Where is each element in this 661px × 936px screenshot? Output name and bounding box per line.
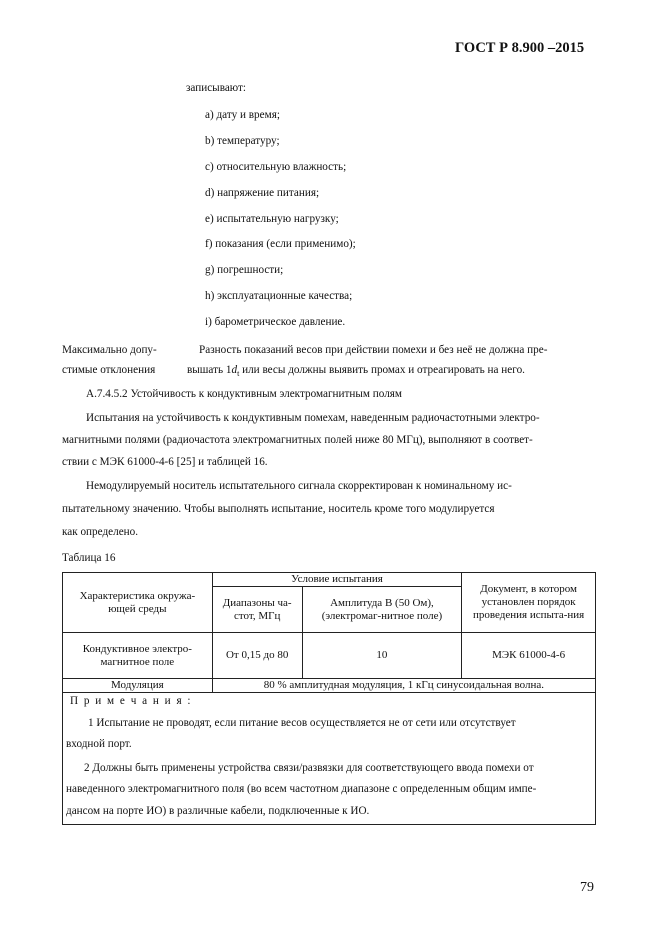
note-line: наведенного электромагнитного поля (во всем частотном диапазоне с определенным общим импе-: [66, 783, 537, 795]
paragraph-line: Испытания на устойчивость к кондуктивным помехам, наведенным радиочастотными электро-: [86, 412, 540, 424]
page-number: 79: [580, 880, 594, 895]
table-caption: Таблица 16: [62, 552, 116, 564]
paragraph-line: Немодулируемый носитель испытательного сигнала скорректирован к номинальному ис-: [86, 480, 512, 492]
list-item: f) показания (если применимо);: [205, 238, 356, 250]
table-16: [62, 572, 596, 693]
cell-document: МЭК 61000-4-6: [462, 633, 596, 679]
cell-frequency: От 0,15 до 80: [212, 633, 302, 679]
paragraph-line: как определено.: [62, 526, 139, 538]
max-deviation-label: Максимально допу-: [62, 344, 157, 356]
cell-modulation-label: Модуляция: [63, 679, 213, 693]
col-header-document: Документ, в котором установлен порядок проведения испыта-ния: [462, 573, 596, 633]
list-item: g) погрешности;: [205, 264, 284, 276]
note-line: дансом на порте ИО) в различные кабели, подключенные к ИО.: [66, 805, 370, 817]
col-header-frequency: Диапазоны ча-стот, МГц: [212, 587, 302, 633]
section-title: А.7.4.5.2 Устойчивость к кондуктивным электромагнитным полям: [86, 388, 403, 400]
paragraph-line: пытательному значению. Чтобы выполнять испытание, носитель кроме того модулируется: [62, 503, 495, 515]
intro-text: записывают:: [186, 82, 247, 94]
cell-modulation-value: 80 % амплитудная модуляция, 1 кГц синусоидальная волна.: [212, 679, 595, 693]
paragraph-line: магнитными полями (радиочастота электромагнитных полей ниже 80 МГц), выполняют в соответ-: [62, 434, 533, 446]
list-item: b) температуру;: [205, 135, 280, 147]
col-header-amplitude: Амплитуда В (50 Ом), (электромаг-нитное поле): [302, 587, 462, 633]
max-deviation-text: Разность показаний весов при действии помехи и без неё не должна пре-: [199, 344, 548, 356]
cell-amplitude: 10: [302, 633, 462, 679]
list-item: i) барометрическое давление.: [205, 316, 346, 328]
max-deviation-label: стимые отклонения: [62, 364, 156, 376]
list-item: c) относительную влажность;: [205, 161, 347, 173]
max-deviation-text: вышать $1d_t$ или весы должны выявить промах и отреагировать на него.: [187, 364, 525, 379]
note-line: входной порт.: [66, 738, 132, 750]
cell-environment: Кондуктивное электро-магнитное поле: [63, 633, 213, 679]
col-header-environment: Характеристика окружа-ющей среды: [63, 573, 213, 633]
note-line: 2 Должны быть применены устройства связи/развязки для соответствующего ввода помехи от: [84, 762, 534, 774]
paragraph-line: ствии с МЭК 61000-4-6 [25] и таблицей 16.: [62, 456, 268, 468]
note-line: 1 Испытание не проводят, если питание весов осуществляется не от сети или отсутствует: [88, 717, 516, 729]
list-item: a) дату и время;: [205, 109, 280, 121]
list-item: h) эксплуатационные качества;: [205, 290, 353, 302]
list-item: d) напряжение питания;: [205, 187, 320, 199]
list-item: e) испытательную нагрузку;: [205, 213, 339, 225]
notes-title: П р и м е ч а н и я :: [70, 695, 192, 707]
group-header-test-condition: Условие испытания: [212, 573, 462, 587]
document-id: ГОСТ Р 8.900 –2015: [455, 40, 585, 56]
